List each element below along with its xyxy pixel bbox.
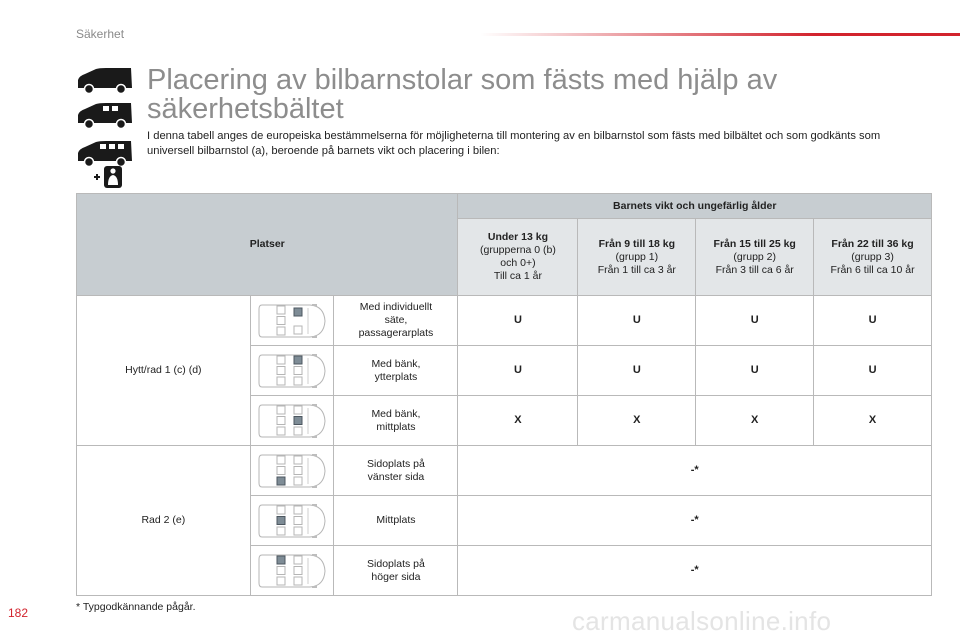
- weight-group-header: [814, 219, 932, 296]
- seat: [277, 566, 285, 574]
- seat-value: U: [696, 296, 814, 346]
- seat-value: X: [458, 396, 578, 446]
- seat-label: [334, 396, 458, 446]
- seat: [294, 506, 302, 514]
- seat: [294, 456, 302, 464]
- weight-group-detail: (grupperna 0 (b): [480, 244, 556, 256]
- highlighted-seat: [277, 477, 285, 485]
- seat: [277, 406, 285, 414]
- seat: [277, 577, 285, 585]
- seat-label: [334, 296, 458, 346]
- seat-label: [334, 346, 458, 396]
- seat-diagram-cell: [250, 496, 334, 546]
- weight-group-title: Från 22 till 36 kg: [831, 237, 914, 250]
- van-seat-plan-icon: [256, 301, 328, 341]
- van-seat-plan-icon: [256, 451, 328, 491]
- van-icon: [76, 138, 134, 168]
- section-label: Säkerhet: [76, 27, 125, 41]
- seat-diagram-cell: [250, 546, 334, 596]
- row-group-cab: Hytt/rad 1 (c) (d): [77, 296, 251, 446]
- seat: [277, 316, 285, 324]
- seat: [277, 466, 285, 474]
- highlighted-seat: [294, 416, 302, 424]
- seat-label-line: Med bänk,: [371, 407, 421, 420]
- seat: [277, 377, 285, 385]
- weight-group-detail: (grupp 1): [615, 250, 659, 263]
- weight-group-detail: (grupp 2): [733, 250, 776, 263]
- seat-label-line: Med bänk,: [371, 357, 421, 370]
- weight-group-detail: och 0+): [500, 257, 536, 269]
- page-title: Placering av bilbarnstolar som fästs med hjälp av säkerhetsbältet: [147, 64, 778, 125]
- seat-diagram-cell: [250, 346, 334, 396]
- footnote: * Typgodkännande pågår.: [76, 601, 196, 613]
- weight-group-header: [696, 219, 814, 296]
- child-seat-placement-table: [76, 193, 932, 596]
- seat-label-line: höger sida: [371, 570, 421, 583]
- seat-label-line: Sidoplats på: [367, 457, 425, 470]
- seat-diagram-cell: [250, 296, 334, 346]
- weight-group-age: Från 1 till ca 3 år: [597, 263, 676, 276]
- highlighted-seat: [277, 516, 285, 524]
- van-icon: [76, 100, 134, 130]
- seat: [294, 326, 302, 334]
- seat-label: [334, 446, 458, 496]
- seat-value: U: [458, 296, 578, 346]
- seat: [294, 577, 302, 585]
- seat-value: -*: [458, 546, 932, 596]
- seat-value: U: [696, 346, 814, 396]
- weight-group-age: Till ca 1 år: [493, 270, 542, 282]
- seat: [277, 327, 285, 335]
- seat-value: U: [578, 296, 696, 346]
- weight-group-title: Från 9 till 18 kg: [598, 237, 676, 250]
- row-group-row2: Rad 2 (e): [77, 446, 251, 596]
- van-seat-plan-icon: [256, 551, 328, 591]
- van-icon: [76, 66, 134, 94]
- highlighted-seat: [294, 356, 302, 364]
- seat-label: [334, 496, 458, 546]
- seat: [294, 466, 302, 474]
- seat-value: -*: [458, 446, 932, 496]
- seat: [294, 556, 302, 564]
- seat-diagram-cell: [250, 396, 334, 446]
- seat-value: -*: [458, 496, 932, 546]
- header-accent-line: [480, 33, 960, 36]
- page-number: 182: [8, 606, 29, 620]
- table-row: [77, 446, 932, 496]
- weight-group-title: Från 15 till 25 kg: [713, 237, 796, 250]
- seat-value: U: [578, 346, 696, 396]
- weight-group-header: [458, 219, 578, 296]
- seat: [294, 516, 302, 524]
- seat-value: U: [458, 346, 578, 396]
- weight-group-age: Från 6 till ca 10 år: [830, 263, 915, 276]
- seat-label: [334, 546, 458, 596]
- weight-group-detail: (grupp 3): [851, 250, 894, 263]
- seat: [294, 527, 302, 535]
- seat-value: X: [578, 396, 696, 446]
- seat-label-line: Sidoplats på: [367, 557, 425, 570]
- seat: [277, 427, 285, 435]
- seat-value: X: [696, 396, 814, 446]
- seat-diagram-cell: [250, 446, 334, 496]
- seat: [277, 456, 285, 464]
- seat: [277, 416, 285, 424]
- seat: [294, 566, 302, 574]
- seat-value: U: [814, 296, 932, 346]
- van-seat-plan-icon: [256, 501, 328, 541]
- header-weight-age: Barnets vikt och ungefärlig ålder: [458, 194, 932, 219]
- seat: [294, 377, 302, 385]
- child-seat-plus-icon: [92, 165, 124, 189]
- seat: [294, 477, 302, 485]
- seat-label-line: säte,: [384, 314, 408, 326]
- weight-group-age: Från 3 till ca 6 år: [715, 263, 794, 276]
- seat: [277, 506, 285, 514]
- seat: [277, 306, 285, 314]
- seat: [294, 366, 302, 374]
- seat-value: X: [814, 396, 932, 446]
- seat-label-line: mittplats: [376, 420, 416, 433]
- watermark: carmanualsonline.info: [572, 606, 832, 636]
- weight-group-header: [578, 219, 696, 296]
- highlighted-seat: [294, 308, 302, 316]
- seat-label-line: ytterplats: [374, 370, 418, 383]
- seat-label-line: Mittplats: [376, 514, 416, 526]
- highlighted-seat: [277, 556, 285, 564]
- van-seat-plan-icon: [256, 351, 328, 391]
- seat: [277, 356, 285, 364]
- seat: [277, 527, 285, 535]
- seat-label-line: passagerarplats: [358, 327, 434, 339]
- seat-label-line: Med individuellt: [359, 301, 433, 313]
- table-row: [77, 296, 932, 346]
- weight-group-title: Under 13 kg: [487, 231, 548, 243]
- intro-paragraph: I denna tabell anges de europeiska bestämmelserna för möjligheterna till montering av en bilbarnstol som fästs med bilbältet och som godkänts som universell bilbarnstol (a), beroende på barnets vikt och placering i bilen:: [147, 130, 881, 157]
- van-seat-plan-icon: [256, 401, 328, 441]
- seat-value: U: [814, 346, 932, 396]
- header-places: Platser: [77, 194, 458, 296]
- seat: [277, 366, 285, 374]
- seat: [294, 406, 302, 414]
- seat: [294, 427, 302, 435]
- seat-label-line: vänster sida: [367, 470, 425, 483]
